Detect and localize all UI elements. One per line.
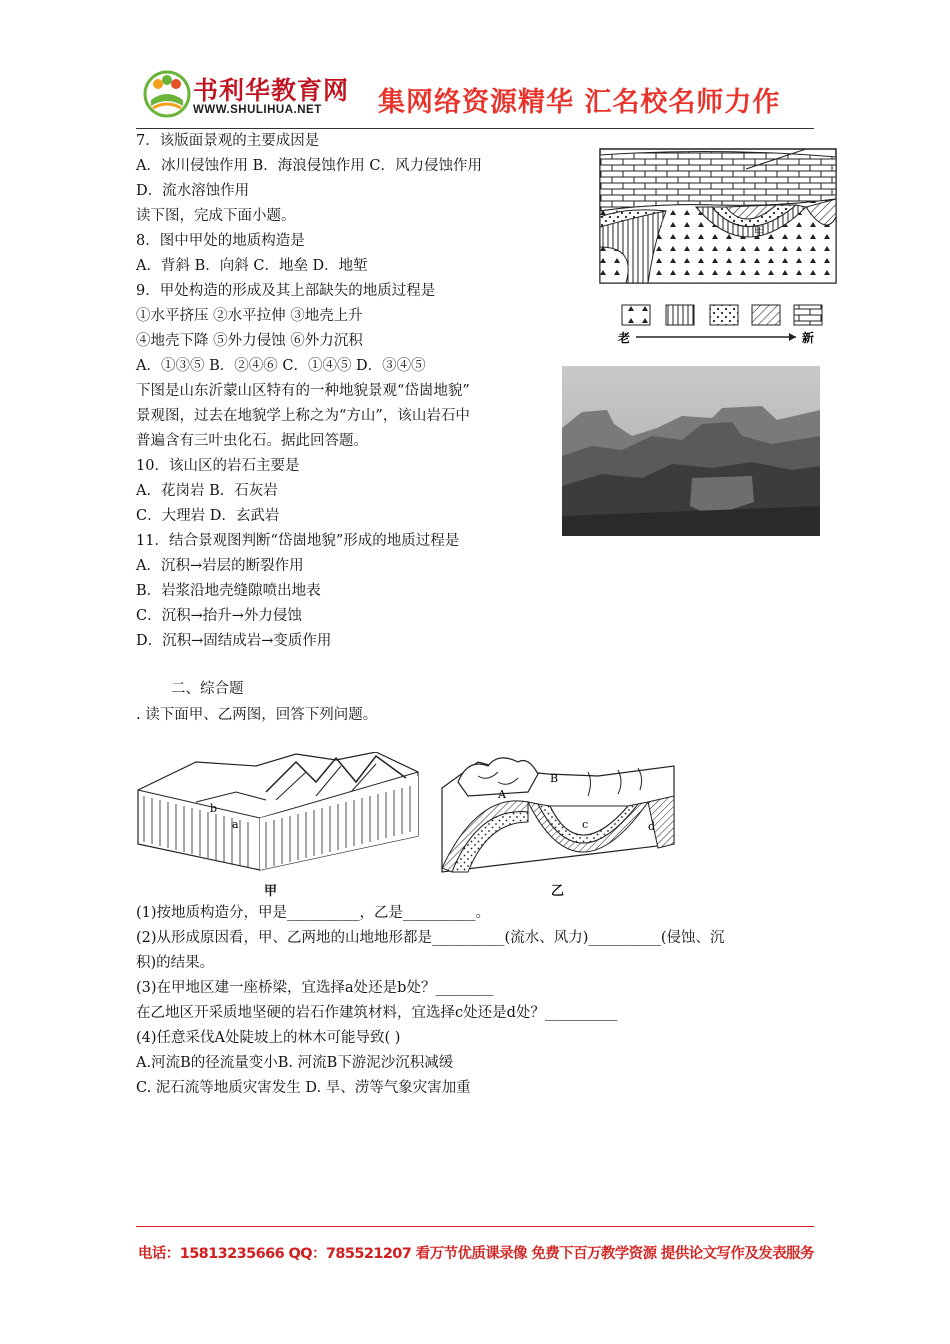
comprehensive-q3-line2: 在乙地区开采质地坚硬的岩石作建筑材料，宜选择c处还是d处？__________	[136, 1005, 618, 1021]
footer-divider	[136, 1226, 814, 1227]
comprehensive-q3-line1: (3)在甲地区建一座桥梁，宜选择a处还是b处？________	[136, 980, 494, 996]
question-9-statements-2: ④地壳下降 ⑤外力侵蚀 ⑥外力沉积	[136, 333, 363, 349]
intro-daigu-2: 景观图，过去在地貌学上称之为“方山”，该山岩石中	[136, 408, 470, 424]
section-2-heading: 二、综合题	[171, 681, 244, 697]
comprehensive-q4-options-cd: C. 泥石流等地质灾害发生 D. 旱、涝等气象灾害加重	[136, 1080, 471, 1096]
question-7: 7．该版面景观的主要成因是	[136, 133, 320, 149]
question-11-option-d: D．沉积→固结成岩→变质作用	[136, 633, 332, 649]
question-7-options-a-c: A．冰川侵蚀作用 B．海浪侵蚀作用 C．风力侵蚀作用	[136, 158, 482, 174]
instruction-read-figure: 读下图，完成下面小题。	[136, 208, 296, 224]
comprehensive-q4: (4)任意采伐A处陡坡上的林木可能导致( )	[136, 1030, 401, 1046]
block-diagram-yi	[438, 752, 678, 874]
question-9: 9．甲处构造的形成及其上部缺失的地质过程是	[136, 283, 436, 299]
logo-title: 书利华教育网	[193, 76, 350, 105]
block-diagram-jia	[136, 752, 421, 872]
stratigraphy-legend	[617, 305, 822, 345]
comprehensive-q4-options-ab: A.河流B的径流量变小B. 河流B下游泥沙沉积减缓	[136, 1055, 454, 1071]
comprehensive-q2-line1: (2)从形成原因看，甲、乙两地的山地地形都是__________(流水、风力)__________(侵蚀、沉	[136, 930, 725, 946]
question-11: 11．结合景观图判断“岱崮地貌”形成的地质过程是	[136, 533, 460, 549]
question-10-options-2: C．大理岩 D．玄武岩	[136, 508, 280, 524]
label-jia: 甲	[754, 225, 765, 238]
figure-label-jia: 甲	[264, 884, 278, 899]
legend-new: 新	[802, 331, 815, 345]
legend-old: 老	[618, 331, 631, 345]
question-7-option-d: D．流水溶蚀作用	[136, 183, 250, 199]
question-9-options: A．①③⑤ B．②④⑥ C．①④⑤ D．③④⑤	[136, 358, 426, 374]
daigu-landform-photo	[562, 366, 820, 536]
point-d-label: d	[648, 820, 656, 833]
question-11-option-a: A．沉积→岩层的断裂作用	[136, 558, 304, 574]
question-8: 8．图中甲处的地质构造是	[136, 233, 305, 249]
question-10-options-1: A．花岗岩 B．石灰岩	[136, 483, 278, 499]
question-8-options: A．背斜 B．向斜 C．地垒 D．地堑	[136, 258, 368, 274]
section-2-intro: . 读下面甲、乙两图，回答下列问题。	[136, 707, 378, 723]
figure-label-yi: 乙	[551, 884, 565, 899]
question-11-option-c: C．沉积→抬升→外力侵蚀	[136, 608, 302, 624]
point-a-label-yi: A	[498, 788, 506, 801]
comprehensive-q2-line2: 积)的结果。	[136, 955, 215, 971]
point-b-label: b	[210, 802, 218, 815]
layer-horizontal-youngest	[600, 151, 836, 211]
question-10: 10．该山区的岩石主要是	[136, 458, 300, 474]
footer-contact: 电话：15813235666 QQ：785521207 看万节优质课录像 免费下百万教学资源 提供论文写作及发表服务	[138, 1246, 814, 1262]
point-a-label: a	[232, 818, 239, 831]
intro-daigu-1: 下图是山东沂蒙山区特有的一种地貌景观“岱崮地貌”	[136, 383, 470, 399]
geologic-section-figure	[596, 147, 840, 352]
point-b-label-yi: B	[550, 772, 559, 785]
point-c-label: c	[582, 818, 589, 831]
comprehensive-q1: (1)按地质构造分，甲是__________，乙是__________。	[136, 905, 491, 921]
logo-emblem-icon	[143, 70, 191, 118]
header-slogan: 集网络资源精华 汇名校名师力作	[378, 87, 781, 118]
site-logo[interactable]	[143, 68, 363, 130]
logo-url[interactable]: WWW.SHULIHUA.NET	[193, 104, 322, 116]
intro-daigu-3: 普遍含有三叶虫化石。据此回答题。	[136, 433, 368, 449]
question-11-option-b: B．岩浆沿地壳缝隙喷出地表	[136, 583, 321, 599]
question-9-statements-1: ①水平挤压 ②水平拉伸 ③地壳上升	[136, 308, 363, 324]
